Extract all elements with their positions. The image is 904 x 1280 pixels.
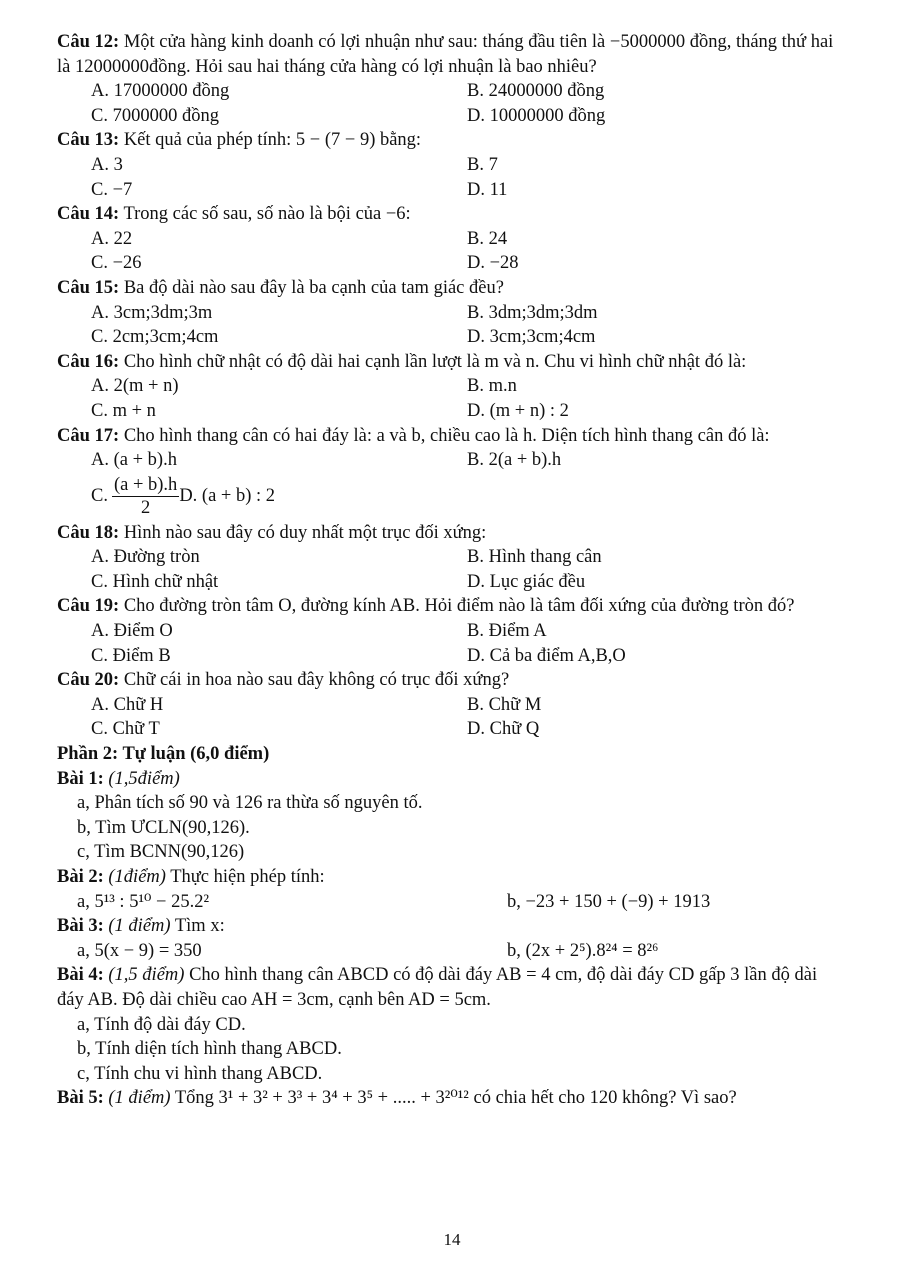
exercise-points: (1,5 điểm) bbox=[108, 965, 185, 986]
option-a: A. Chữ H bbox=[91, 694, 164, 715]
question-text bbox=[57, 128, 847, 153]
option-a: A. 3cm;3dm;3m bbox=[91, 302, 213, 323]
options bbox=[57, 619, 847, 668]
option-a: A. 2(m + n) bbox=[91, 376, 179, 397]
question-label: Câu 12: bbox=[57, 32, 120, 52]
fraction bbox=[112, 474, 179, 519]
exercise-points: (1 điểm) bbox=[108, 1088, 171, 1109]
exercise-3 bbox=[57, 914, 847, 963]
option-d: D. 3cm;3cm;4cm bbox=[467, 327, 596, 348]
exercise-heading bbox=[57, 1086, 847, 1111]
exercise-label: Bài 2: bbox=[57, 867, 104, 887]
option-d: D. Lục giác đều bbox=[467, 571, 586, 592]
option-c: C. m + n bbox=[91, 400, 156, 421]
question-label: Câu 14: bbox=[57, 204, 120, 225]
question-text bbox=[57, 276, 847, 301]
question-body: Ba độ dài nào sau đây là ba cạnh của tam giác đều? bbox=[123, 277, 504, 298]
question-19 bbox=[57, 594, 847, 668]
options bbox=[57, 301, 847, 350]
exercise-heading bbox=[57, 865, 847, 890]
question-text bbox=[57, 30, 847, 79]
question-label: Câu 15: bbox=[57, 277, 120, 298]
question-18 bbox=[57, 521, 847, 595]
question-text bbox=[57, 594, 847, 619]
question-body: Hình nào sau đây có duy nhất một trục đối xứng: bbox=[123, 522, 487, 543]
question-body: Chữ cái in hoa nào sau đây không có trục đối xứng? bbox=[123, 670, 510, 691]
option-b: B. 3dm;3dm;3dm bbox=[467, 302, 598, 323]
question-body: Cho hình thang cân có hai đáy là: a và b, chiều cao là h. Diện tích hình thang cân đó là: bbox=[123, 425, 770, 446]
exercise-part-b: b, Tính diện tích hình thang ABCD. bbox=[77, 1039, 342, 1060]
exercise-points: (1 điểm) bbox=[108, 916, 171, 937]
option-c: C. Hình chữ nhật bbox=[91, 571, 219, 592]
exercise-2 bbox=[57, 865, 847, 914]
option-a: A. 17000000 đồng bbox=[91, 81, 230, 102]
question-body: Cho hình chữ nhật có độ dài hai cạnh lần lượt là m và n. Chu vi hình chữ nhật đó là: bbox=[123, 351, 747, 372]
option-d: D. (a + b) : 2 bbox=[179, 486, 276, 507]
question-label: Câu 13: bbox=[57, 130, 120, 151]
question-17 bbox=[57, 424, 847, 521]
exercise-1 bbox=[57, 767, 847, 865]
options bbox=[57, 374, 847, 423]
page-number: 14 bbox=[443, 1230, 461, 1249]
option-d: D. −28 bbox=[467, 253, 519, 274]
question-body: Kết quả của phép tính: 5 − (7 − 9) bằng: bbox=[123, 130, 422, 151]
option-b: B. Chữ M bbox=[467, 694, 542, 715]
question-label: Câu 17: bbox=[57, 425, 120, 446]
exercise-part-b: b, −23 + 150 + (−9) + 1913 bbox=[507, 891, 711, 912]
option-c: C. Chữ T bbox=[91, 719, 160, 740]
option-b: B. 2(a + b).h bbox=[467, 450, 562, 471]
option-d: D. 10000000 đồng bbox=[467, 105, 606, 126]
section-title: Phần 2: Tự luận (6,0 điểm) bbox=[57, 744, 270, 765]
exercise-parts bbox=[57, 890, 847, 915]
exercise-heading bbox=[57, 767, 847, 792]
question-text bbox=[57, 350, 847, 375]
option-b: B. Điểm A bbox=[467, 621, 547, 642]
exercise-heading bbox=[57, 963, 847, 1012]
option-d: D. Chữ Q bbox=[467, 719, 540, 740]
exercise-label: Bài 3: bbox=[57, 916, 104, 937]
option-b: B. 7 bbox=[467, 154, 498, 175]
question-text bbox=[57, 668, 847, 693]
option-b: B. m.n bbox=[467, 376, 517, 397]
question-label: Câu 19: bbox=[57, 596, 120, 617]
exercise-heading bbox=[57, 914, 847, 939]
options bbox=[57, 227, 847, 276]
exercise-part-a: a, 5¹³ : 5¹⁰ − 25.2² bbox=[77, 891, 210, 912]
options bbox=[57, 545, 847, 594]
question-text bbox=[57, 521, 847, 546]
option-a: A. 22 bbox=[91, 228, 133, 249]
exercise-4 bbox=[57, 963, 847, 1086]
options bbox=[57, 693, 847, 742]
exercise-label: Bài 5: bbox=[57, 1088, 104, 1109]
option-d: D. Cả ba điểm A,B,O bbox=[467, 645, 626, 666]
exercise-text: Cho hình thang cân ABCD có độ dài đáy AB = 4 cm, độ dài đáy CD gấp 3 lần độ dài đáy AB. Độ dài chiều cao AH = 3cm, cạnh bên AD = 5cm. bbox=[57, 965, 818, 1010]
options bbox=[57, 153, 847, 202]
question-14 bbox=[57, 202, 847, 276]
option-b: B. 24 bbox=[467, 228, 508, 249]
option-c-prefix: C. bbox=[91, 486, 108, 507]
option-d: D. 11 bbox=[467, 179, 508, 200]
option-c: C. −7 bbox=[91, 179, 133, 200]
exercise-points: (1điểm) bbox=[108, 867, 166, 887]
question-body: Cho đường tròn tâm O, đường kính AB. Hỏi điểm nào là tâm đối xứng của đường tròn đó? bbox=[123, 596, 795, 617]
options bbox=[57, 473, 847, 521]
exercise-part-c: c, Tìm BCNN(90,126) bbox=[77, 842, 245, 863]
question-13 bbox=[57, 128, 847, 202]
question-label: Câu 16: bbox=[57, 351, 120, 372]
option-c: C. Điểm B bbox=[91, 645, 171, 666]
option-b: B. 24000000 đồng bbox=[467, 81, 605, 102]
exercise-label: Bài 1: bbox=[57, 768, 104, 789]
exercise-part-b: b, (2x + 2⁵).8²⁴ = 8²⁶ bbox=[507, 940, 659, 961]
exercise-part-c: c, Tính chu vi hình thang ABCD. bbox=[77, 1063, 323, 1084]
question-label: Câu 20: bbox=[57, 670, 120, 691]
exam-page bbox=[57, 30, 847, 1111]
exercise-text: Thực hiện phép tính: bbox=[170, 867, 325, 887]
exercise-part-a: a, 5(x − 9) = 350 bbox=[77, 940, 202, 961]
fraction-denominator: 2 bbox=[141, 498, 151, 519]
exercise-label: Bài 4: bbox=[57, 965, 104, 986]
exercise-part-b: b, Tìm ƯCLN(90,126). bbox=[77, 817, 250, 838]
option-c: C. −26 bbox=[91, 253, 142, 274]
question-text bbox=[57, 424, 847, 449]
exercise-points: (1,5điểm) bbox=[108, 768, 180, 789]
options bbox=[57, 79, 847, 128]
fraction-numerator: (a + b).h bbox=[113, 475, 178, 496]
option-c bbox=[91, 474, 179, 519]
exercise-part-a: a, Phân tích số 90 và 126 ra thừa số nguyên tố. bbox=[77, 793, 423, 814]
option-a: A. Đường tròn bbox=[91, 547, 200, 568]
question-16 bbox=[57, 350, 847, 424]
option-d: D. (m + n) : 2 bbox=[467, 400, 569, 421]
option-a: A. 3 bbox=[91, 154, 123, 175]
option-a: A. (a + b).h bbox=[91, 450, 177, 471]
question-body: Một cửa hàng kinh doanh có lợi nhuận như sau: tháng đầu tiên là −5000000 đồng, tháng thứ hai là 12000000đồng. Hỏi sau hai tháng cửa hàng có lợi nhuận là bao nhiêu? bbox=[57, 32, 834, 77]
question-20 bbox=[57, 668, 847, 742]
question-body: Trong các số sau, số nào là bội của −6: bbox=[123, 204, 411, 225]
question-text bbox=[57, 202, 847, 227]
option-c: C. 7000000 đồng bbox=[91, 105, 219, 126]
exercise-text: Tổng 3¹ + 3² + 3³ + 3⁴ + 3⁵ + ..... + 3²⁰¹² có chia hết cho 120 không? Vì sao? bbox=[174, 1088, 737, 1109]
option-c: C. 2cm;3cm;4cm bbox=[91, 327, 219, 348]
question-12 bbox=[57, 30, 847, 128]
exercise-part-a: a, Tính độ dài đáy CD. bbox=[77, 1014, 246, 1035]
exercise-text: Tìm x: bbox=[174, 916, 225, 937]
option-a: A. Điểm O bbox=[91, 621, 173, 642]
exercise-5 bbox=[57, 1086, 847, 1111]
exercise-parts bbox=[57, 939, 847, 964]
option-b: B. Hình thang cân bbox=[467, 547, 602, 568]
question-label: Câu 18: bbox=[57, 522, 120, 543]
question-15 bbox=[57, 276, 847, 350]
options bbox=[57, 448, 847, 473]
